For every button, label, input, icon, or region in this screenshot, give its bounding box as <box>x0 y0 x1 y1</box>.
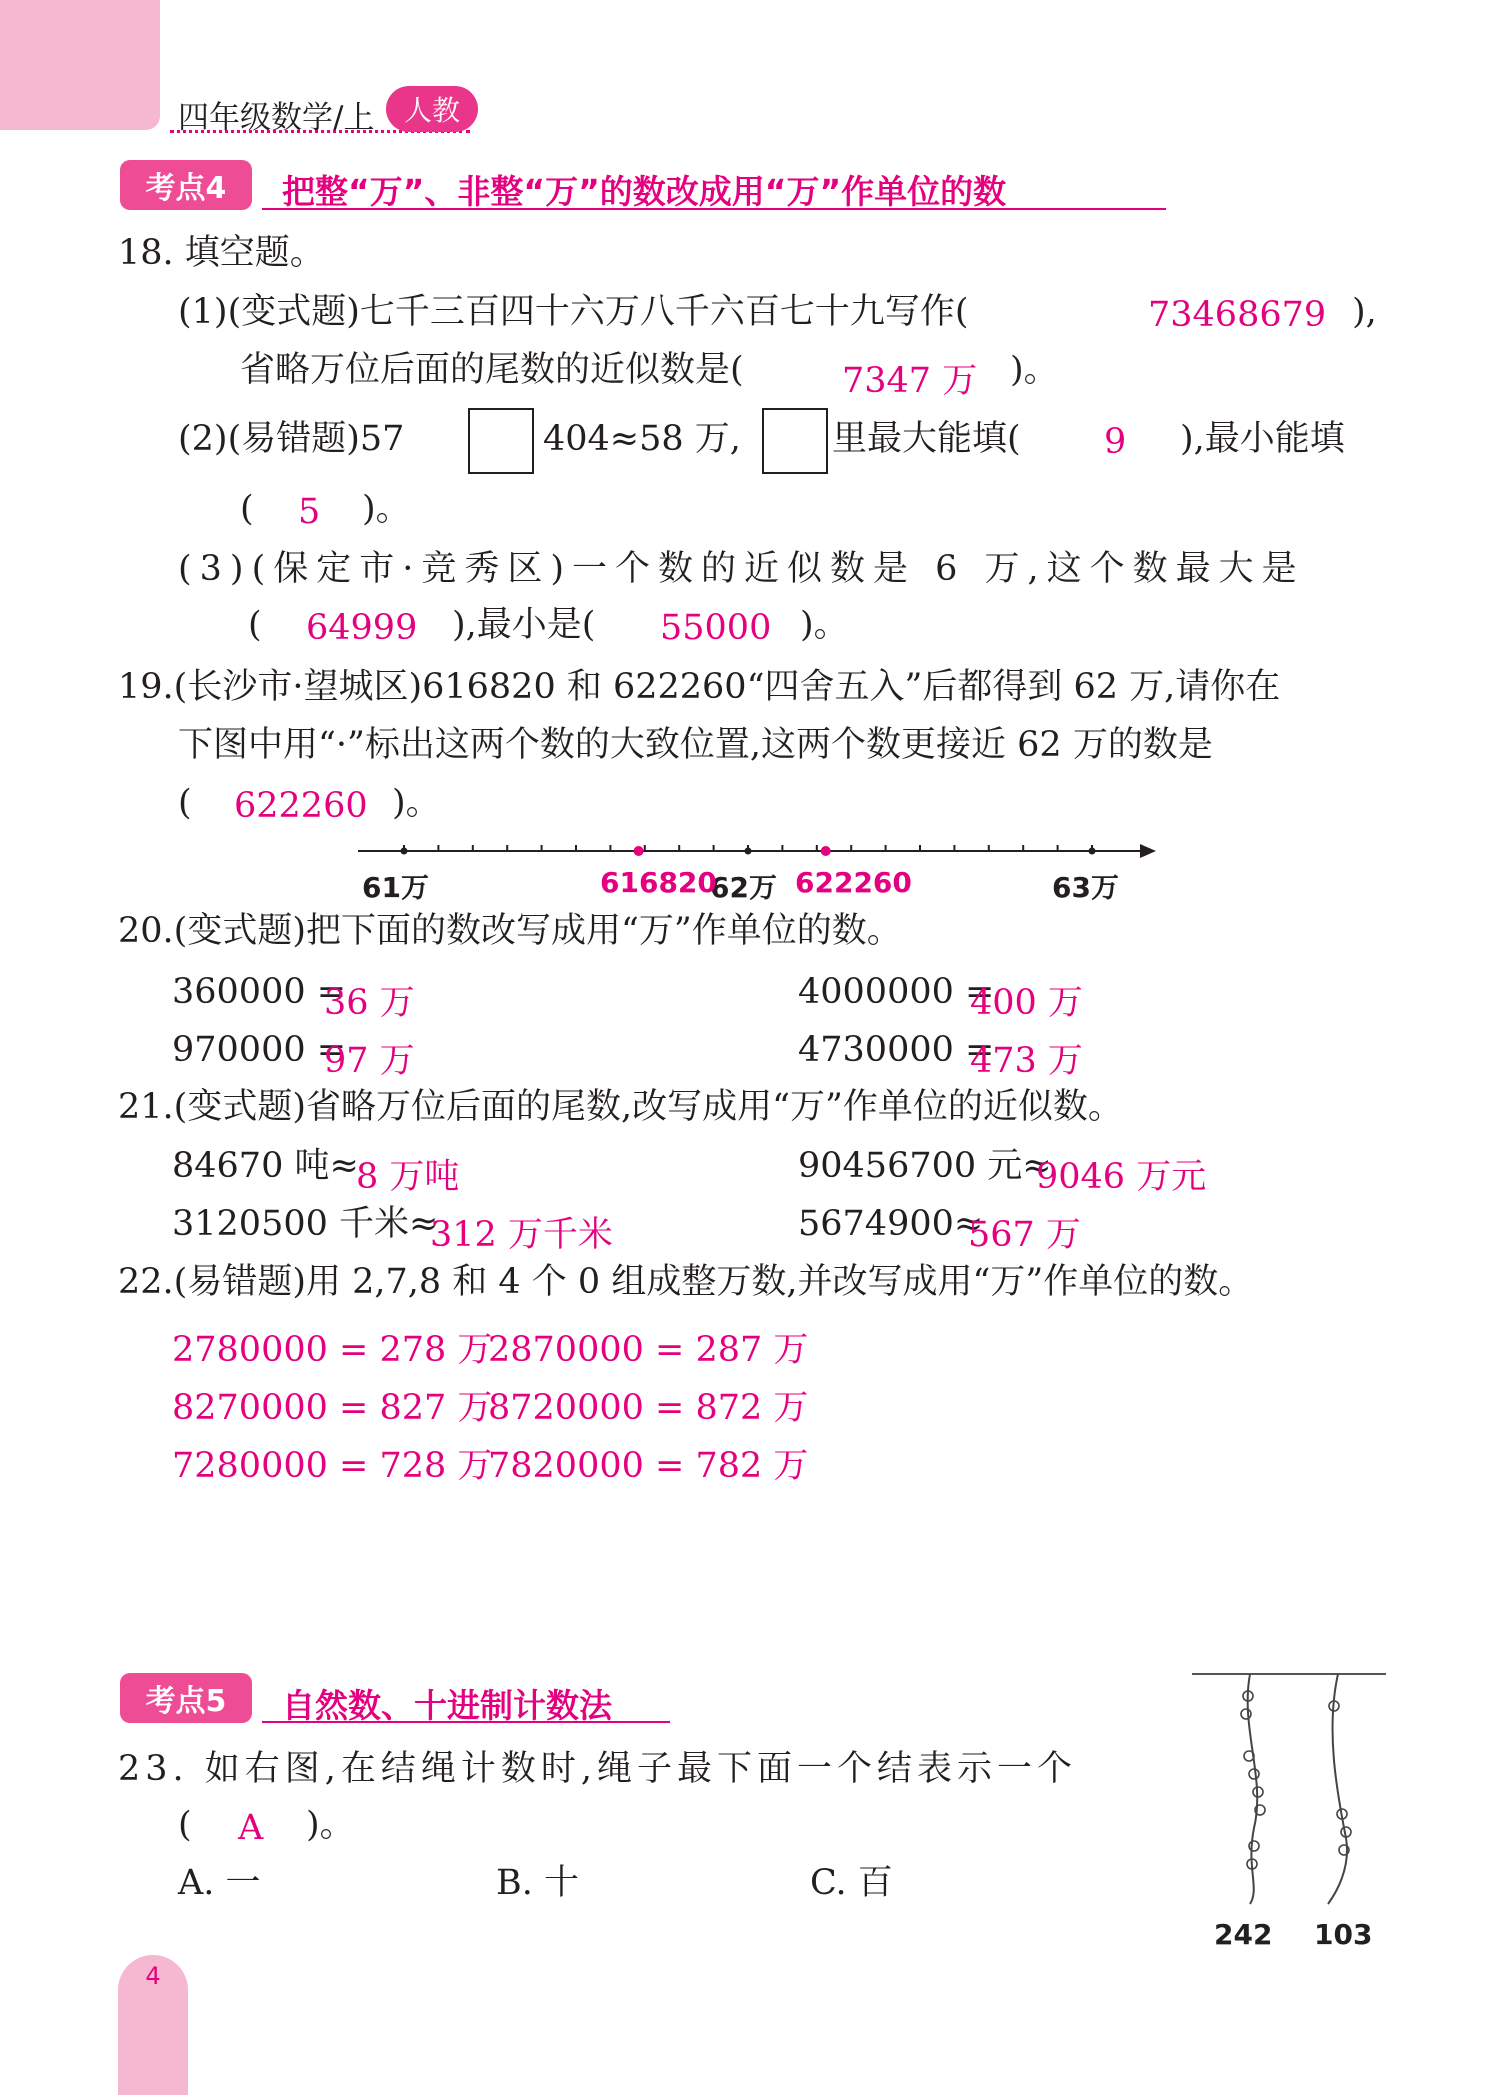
q23-open: ( <box>178 1805 192 1845</box>
q18-p3-mid: ),最小是( <box>452 605 596 645</box>
numberline-label-62wan: 62万 <box>710 871 777 904</box>
q18-p1-line1: (1)(变式题)七千三百四十六万八千六百七十九写作( <box>178 292 969 332</box>
number-line-arrow <box>1140 844 1156 858</box>
q19-answer: 622260 <box>234 786 368 826</box>
numberline-label-61wan: 61万 <box>362 871 429 904</box>
q20-item2-answer: 400 万 <box>970 983 1083 1023</box>
q19-line1: 19.(长沙市·望城区)616820 和 622260“四舍五入”后都得到 62 万,请你在 <box>118 667 1281 707</box>
number-line-major-dot <box>1089 848 1096 855</box>
knot <box>1241 1709 1251 1719</box>
q18-p2-part-d: ),最小能填 <box>1180 419 1345 459</box>
q23-option-c: C. 百 <box>810 1863 893 1903</box>
q20-item3-question: 970000 = <box>172 1030 347 1070</box>
section4-title: 把整“万”、非整“万”的数改成用“万”作单位的数 <box>282 172 1007 211</box>
q21-item2-answer: 9046 万元 <box>1036 1157 1207 1197</box>
q18-p2-part-b: 404≈58 万, <box>543 419 741 459</box>
q18-p1-close2: )。 <box>1010 350 1059 390</box>
q18-p2-answer1: 9 <box>1104 422 1127 462</box>
q23-close: )。 <box>306 1805 355 1845</box>
knot-rope-illustration <box>1186 1668 1388 1908</box>
q22-answer: 8720000 = 872 万 <box>488 1388 809 1428</box>
number-line-mark-622260 <box>821 846 831 856</box>
q18-p2-close2: )。 <box>362 489 411 529</box>
section5-underline <box>262 1721 670 1723</box>
q18-p3-open1: ( <box>248 605 262 645</box>
q20-item4-question: 4730000 = <box>798 1030 995 1070</box>
q22-answer: 2780000 = 278 万 <box>172 1330 493 1370</box>
number-line-major-dot <box>401 848 408 855</box>
blank-box <box>468 408 534 474</box>
q21-item4-answer: 567 万 <box>968 1215 1081 1255</box>
q19-open: ( <box>178 783 192 823</box>
section4-badge: 考点4 <box>120 160 252 210</box>
q18-p3-line1: (3)(保定市·竞秀区)一个数的近似数是 6 万,这个数最大是 <box>178 549 1305 589</box>
q19-close: )。 <box>392 783 441 823</box>
q22-answer: 7820000 = 782 万 <box>488 1446 809 1486</box>
q18-p3-answer1: 64999 <box>306 608 418 648</box>
book-title: 四年级数学/上 <box>178 100 375 136</box>
q22-title: 22.(易错题)用 2,7,8 和 4 个 0 组成整万数,并改写成用“万”作单位的数。 <box>118 1262 1254 1302</box>
numberline-mark-label-622260: 622260 <box>795 866 912 899</box>
section4-underline <box>262 208 1166 210</box>
q18-p2-part-c: 里最大能填( <box>832 419 1021 459</box>
blank-box <box>762 408 828 474</box>
q20-item4-answer: 473 万 <box>970 1041 1083 1081</box>
knot <box>1249 1769 1259 1779</box>
q18-p3-close: )。 <box>800 605 849 645</box>
q18-p2-part-a: (2)(易错题)57 <box>178 419 405 459</box>
number-line-major-dot <box>745 848 752 855</box>
q23-option-b: B. 十 <box>496 1863 579 1903</box>
q23-answer: A <box>238 1808 264 1848</box>
numberline-mark-label-616820: 616820 <box>600 866 717 899</box>
q22-answer: 2870000 = 287 万 <box>488 1330 809 1370</box>
q23-line1: 23. 如右图,在结绳计数时,绳子最下面一个结表示一个 <box>118 1749 1078 1789</box>
q18-p1-line2: 省略万位后面的尾数的近似数是( <box>240 350 744 390</box>
q21-item1-answer: 8 万吨 <box>356 1157 460 1197</box>
q23-option-a: A. 一 <box>178 1863 261 1903</box>
number-line-mark-616820 <box>634 846 644 856</box>
q21-item3-answer: 312 万千米 <box>430 1215 613 1255</box>
q21-item2-question: 90456700 元≈ <box>798 1146 1052 1186</box>
q20-title: 20.(变式题)把下面的数改写成用“万”作单位的数。 <box>118 911 902 951</box>
rope-label-right: 103 <box>1314 1918 1373 1951</box>
q21-title: 21.(变式题)省略万位后面的尾数,改写成用“万”作单位的近似数。 <box>118 1087 1123 1127</box>
q20-item1-question: 360000 = <box>172 972 347 1012</box>
q20-item1-answer: 36 万 <box>324 983 415 1023</box>
q20-item2-question: 4000000 = <box>798 972 995 1012</box>
page-number: 4 <box>145 1962 161 1990</box>
knot <box>1249 1841 1259 1851</box>
q22-answer: 8270000 = 827 万 <box>172 1388 493 1428</box>
q18-p1-close1: ), <box>1352 292 1377 332</box>
section5-title: 自然数、十进制计数法 <box>282 1686 612 1725</box>
numberline-label-63wan: 63万 <box>1052 871 1119 904</box>
q21-item4-question: 5674900≈ <box>798 1204 984 1244</box>
q18-p2-answer2: 5 <box>298 492 321 532</box>
q18-title: 18. 填空题。 <box>118 233 325 273</box>
q22-answer: 7280000 = 728 万 <box>172 1446 493 1486</box>
q18-p1-answer2: 7347 万 <box>842 361 978 401</box>
section5-badge: 考点5 <box>120 1673 252 1723</box>
q20-item3-answer: 97 万 <box>324 1041 415 1081</box>
q18-p1-answer1: 73468679 <box>1148 295 1327 335</box>
q18-p2-open2: ( <box>240 489 254 529</box>
edition-badge: 人教 <box>386 86 478 132</box>
q19-line2: 下图中用“·”标出这两个数的大致位置,这两个数更接近 62 万的数是 <box>178 725 1213 765</box>
corner-tab <box>0 0 160 130</box>
q21-item3-question: 3120500 千米≈ <box>172 1204 439 1244</box>
q18-p3-answer2: 55000 <box>660 608 772 648</box>
rope-label-left: 242 <box>1214 1918 1273 1951</box>
q21-item1-question: 84670 吨≈ <box>172 1146 359 1186</box>
